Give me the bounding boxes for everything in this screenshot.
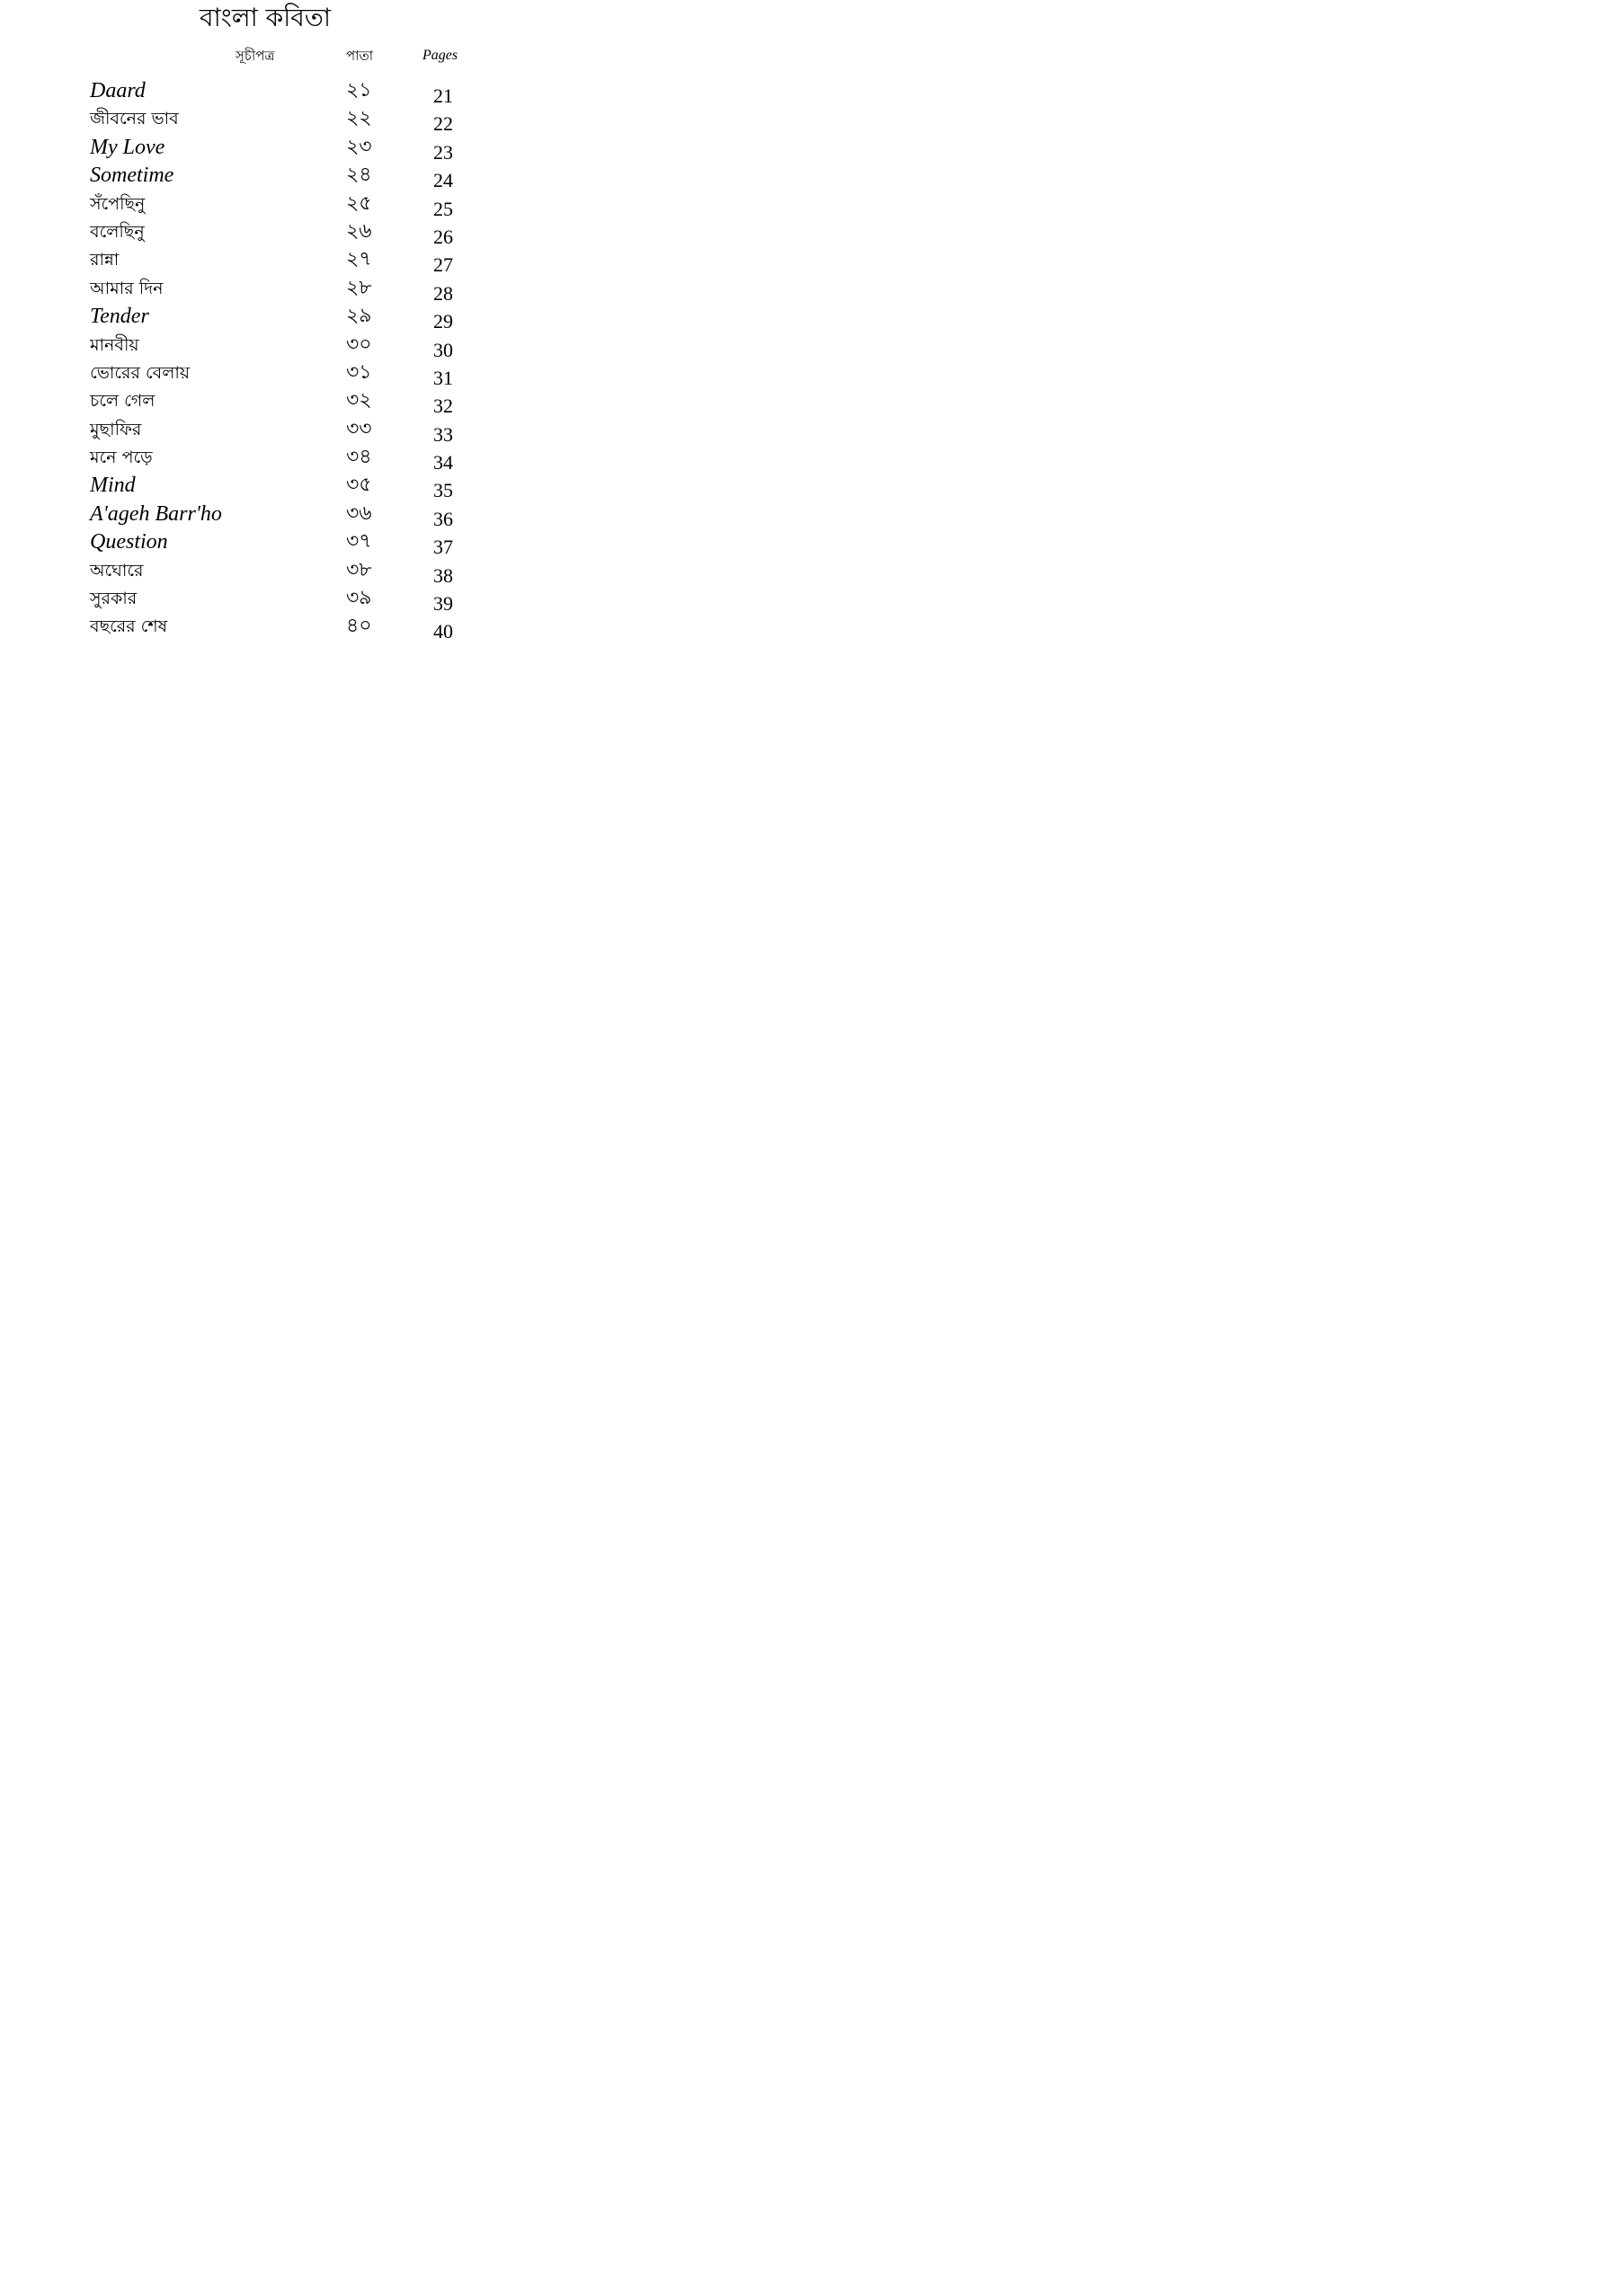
toc-entry-page-number: 28: [433, 281, 453, 305]
toc-row: [0, 190, 539, 220]
toc-row: [0, 302, 539, 333]
toc-entry-title: Mind: [90, 474, 136, 498]
pages-header: Pages: [422, 48, 458, 63]
toc-row: [0, 274, 539, 305]
toc-entry-page-number: 32: [433, 394, 453, 418]
toc-entry-page-number: 30: [433, 338, 453, 361]
toc-entry-page-number: 35: [433, 479, 453, 502]
toc-entry-page-number: 23: [433, 140, 453, 164]
toc-entry-page-number: 25: [433, 197, 453, 220]
toc-entry-bengali-page: ২৮: [346, 276, 372, 299]
toc-entry-bengali-page: ২৭: [346, 248, 372, 271]
toc-entry-page-number: 26: [433, 225, 453, 248]
toc-entry-page-number: 27: [433, 253, 453, 277]
toc-entry-title: জীবনের ভাব: [90, 109, 179, 129]
toc-row: [0, 386, 539, 418]
toc-entry-title: মানবীয়: [90, 334, 139, 355]
toc-entry-bengali-page: ৩৮: [346, 558, 372, 581]
toc-entry-title: সঁপেছিনু: [90, 193, 146, 214]
toc-entry-page-number: 31: [433, 366, 453, 389]
toc-entry-bengali-page: ৩৯: [346, 587, 372, 610]
toc-entry-title: অঘোরে: [90, 560, 144, 581]
toc-entry-title: বলেছিনু: [90, 221, 145, 242]
toc-entry-bengali-page: ২৩: [346, 135, 372, 158]
toc-entry-bengali-page: ৩৪: [346, 446, 372, 469]
toc-entry-title: A'ageh Barr'ho: [90, 501, 222, 526]
toc-entry-bengali-page: ২৬: [346, 219, 372, 243]
toc-entry-title: বছরের শেষ: [90, 616, 168, 637]
toc-entry-title: মনে পড়ে: [90, 448, 153, 468]
toc-entry-bengali-page: ২২: [346, 107, 372, 130]
toc-row: [0, 415, 539, 446]
toc-entry-title: মুছাফির: [90, 419, 142, 439]
toc-entry-page-number: 40: [433, 620, 453, 643]
toc-row: [0, 245, 539, 277]
toc-row: [0, 527, 539, 559]
toc-entry-title: Sometime: [90, 164, 174, 188]
toc-row: [0, 161, 539, 192]
toc-entry-title: Tender: [90, 305, 149, 329]
toc-row: [0, 556, 539, 587]
toc-row: [0, 104, 539, 136]
toc-entry-page-number: 39: [433, 592, 453, 616]
toc-row: [0, 584, 539, 616]
toc-entry-title: My Love: [90, 135, 165, 159]
toc-entry-bengali-page: ৪০: [346, 615, 372, 638]
toc-entry-page-number: 36: [433, 507, 453, 530]
toc-row: [0, 612, 539, 643]
toc-entry-page-number: 34: [433, 451, 453, 474]
document-title: বাংলা কবিতা: [200, 3, 331, 32]
toc-entry-title: সুরকার: [90, 589, 138, 609]
toc-entry-bengali-page: ৩১: [346, 360, 372, 384]
toc-row: [0, 443, 539, 474]
toc-row: [0, 331, 539, 359]
toc-entry-page-number: 29: [433, 310, 453, 333]
toc-entry-title: রান্না: [90, 250, 120, 270]
toc-entry-title: Question: [90, 530, 168, 554]
toc-entry-bengali-page: ২৫: [346, 191, 372, 215]
contents-header: সূচীপত্র: [236, 48, 275, 64]
toc-entry-bengali-page: ৩২: [346, 389, 372, 412]
toc-entry-bengali-page: ২৯: [346, 305, 372, 328]
table-of-contents: [0, 76, 539, 641]
toc-entry-page-number: 22: [433, 112, 453, 136]
toc-entry-bengali-page: ৩৩: [346, 417, 372, 440]
toc-entry-title: ভোরের বেলায়: [90, 362, 191, 383]
toc-entry-bengali-page: ৩৬: [346, 501, 372, 525]
toc-entry-page-number: 38: [433, 563, 453, 587]
toc-row: [0, 500, 539, 530]
toc-row: [0, 133, 539, 164]
toc-entry-bengali-page: ৩৭: [346, 530, 372, 554]
toc-row: [0, 471, 539, 502]
toc-entry-bengali-page: ৩০: [346, 332, 372, 356]
toc-entry-title: চলে গেল: [90, 391, 156, 412]
bengali-page-header: পাতা: [346, 48, 374, 64]
toc-row: [0, 217, 539, 248]
toc-entry-bengali-page: ৩৫: [346, 474, 372, 497]
toc-row: [0, 76, 539, 107]
toc-entry-bengali-page: ২১: [346, 79, 372, 102]
toc-entry-page-number: 37: [433, 536, 453, 559]
toc-entry-bengali-page: ২৪: [346, 164, 372, 187]
toc-row: [0, 359, 539, 389]
toc-entry-page-number: 21: [433, 84, 453, 107]
toc-entry-page-number: 33: [433, 422, 453, 446]
toc-entry-title: Daard: [90, 79, 146, 102]
toc-entry-title: আমার দিন: [90, 278, 164, 298]
toc-entry-page-number: 24: [433, 169, 453, 192]
